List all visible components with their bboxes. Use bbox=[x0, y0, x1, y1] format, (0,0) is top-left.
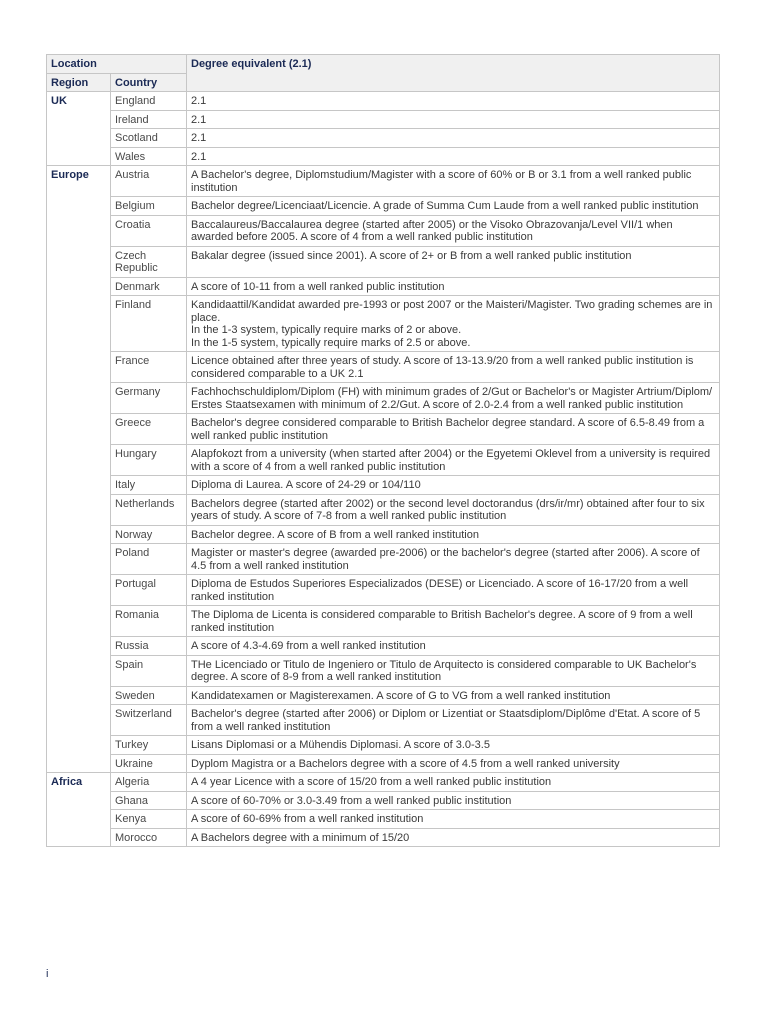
table-row bbox=[47, 705, 720, 736]
table-row bbox=[47, 606, 720, 637]
table-row bbox=[47, 637, 720, 656]
table-row bbox=[47, 791, 720, 810]
degree-equivalent-cell: Bachelor's degree (started after 2006) or Diplom or Lizentiat or Staatsdiplom/Diplôme d'Etat. A score of 5 from a well ranked institution bbox=[187, 705, 720, 736]
country-cell: Ukraine bbox=[111, 754, 187, 773]
degree-equivalent-cell: Bachelor degree/Licenciaat/Licencie. A grade of Summa Cum Laude from a well ranked public institution bbox=[187, 197, 720, 216]
degree-equivalent-cell: Magister or master's degree (awarded pre-2006) or the bachelor's degree (started after 2006). A score of 4.5 from a well ranked institution bbox=[187, 544, 720, 575]
degree-equivalent-cell: Baccalaureus/Baccalaurea degree (started after 2005) or the Visoko Obrazovanja/Level VII/1 when awarded before 2005. A score of 4 from a well ranked public institution bbox=[187, 215, 720, 246]
degree-equivalent-cell: Alapfokozt from a university (when started after 2004) or the Egyetemi Oklevel from a university is required with a score of 4 from a well ranked public institution bbox=[187, 445, 720, 476]
country-cell: Austria bbox=[111, 166, 187, 197]
table-row bbox=[47, 352, 720, 383]
table-row bbox=[47, 92, 720, 111]
table-row bbox=[47, 828, 720, 847]
table-row bbox=[47, 296, 720, 352]
region-cell: Europe bbox=[47, 166, 111, 773]
country-cell: Russia bbox=[111, 637, 187, 656]
table-body bbox=[47, 55, 720, 847]
degree-equivalent-cell: Lisans Diplomasi or a Mühendis Diplomasi. A score of 3.0-3.5 bbox=[187, 736, 720, 755]
location-header: Location bbox=[47, 55, 187, 74]
table-row bbox=[47, 494, 720, 525]
region-cell: UK bbox=[47, 92, 111, 166]
country-cell: Ghana bbox=[111, 791, 187, 810]
table-row bbox=[47, 810, 720, 829]
country-cell: Norway bbox=[111, 525, 187, 544]
degree-equivalent-cell: A score of 4.3-4.69 from a well ranked institution bbox=[187, 637, 720, 656]
table-row bbox=[47, 575, 720, 606]
country-cell: Spain bbox=[111, 655, 187, 686]
table-row bbox=[47, 655, 720, 686]
country-cell: Finland bbox=[111, 296, 187, 352]
degree-equivalent-cell: Kandidaattil/Kandidat awarded pre-1993 or post 2007 or the Maisteri/Magister. Two grading schemes are in place. In the 1-3 system, typically require marks of 2 or above. In the 1-5 system, typically require marks of 2.5 or above. bbox=[187, 296, 720, 352]
region-header: Region bbox=[47, 73, 111, 92]
country-cell: Poland bbox=[111, 544, 187, 575]
country-cell: Croatia bbox=[111, 215, 187, 246]
degree-equivalent-cell: A score of 60-69% from a well ranked institution bbox=[187, 810, 720, 829]
country-cell: Wales bbox=[111, 147, 187, 166]
country-header: Country bbox=[111, 73, 187, 92]
table-row bbox=[47, 277, 720, 296]
country-cell: Greece bbox=[111, 414, 187, 445]
degree-equivalent-cell: Bachelor's degree considered comparable to British Bachelor degree standard. A score of 6.5-8.49 from a well ranked public institution bbox=[187, 414, 720, 445]
degree-equivalent-cell: Diploma di Laurea. A score of 24-29 or 104/110 bbox=[187, 476, 720, 495]
table-row bbox=[47, 383, 720, 414]
degree-equivalent-cell: A Bachelors degree with a minimum of 15/20 bbox=[187, 828, 720, 847]
degree-equivalent-cell: 2.1 bbox=[187, 129, 720, 148]
country-cell: Ireland bbox=[111, 110, 187, 129]
degree-equivalent-cell: A score of 60-70% or 3.0-3.49 from a well ranked public institution bbox=[187, 791, 720, 810]
country-cell: Portugal bbox=[111, 575, 187, 606]
table-row bbox=[47, 686, 720, 705]
degree-equivalence-table bbox=[46, 54, 720, 847]
degree-equivalent-cell: Fachhochschuldiplom/Diplom (FH) with minimum grades of 2/Gut or Bachelor's or Magister Artrium/Diplom/ Erstes Staatsexamen with minimum of 2.2/Gut. A score of 2.0-2.4 from a well ranked public institution bbox=[187, 383, 720, 414]
country-cell: Algeria bbox=[111, 773, 187, 792]
table-row bbox=[47, 414, 720, 445]
country-cell: Kenya bbox=[111, 810, 187, 829]
degree-equivalent-cell: A Bachelor's degree, Diplomstudium/Magister with a score of 60% or B or 3.1 from a well ranked public institution bbox=[187, 166, 720, 197]
degree-equivalent-cell: Bachelors degree (started after 2002) or the second level doctorandus (drs/ir/mr) obtained after four to six years of study. A score of 7-8 from a well ranked public institution bbox=[187, 494, 720, 525]
degree-equivalent-cell: A score of 10-11 from a well ranked public institution bbox=[187, 277, 720, 296]
degree-equivalent-header: Degree equivalent (2.1) bbox=[187, 55, 720, 92]
table-row bbox=[47, 736, 720, 755]
table-row bbox=[47, 773, 720, 792]
country-cell: Czech Republic bbox=[111, 246, 187, 277]
table-row bbox=[47, 544, 720, 575]
country-cell: England bbox=[111, 92, 187, 111]
degree-equivalent-cell: 2.1 bbox=[187, 110, 720, 129]
table-row bbox=[47, 476, 720, 495]
degree-equivalent-cell: The Diploma de Licenta is considered comparable to British Bachelor's degree. A score of 9 from a well ranked institution bbox=[187, 606, 720, 637]
country-cell: Denmark bbox=[111, 277, 187, 296]
table-row bbox=[47, 147, 720, 166]
table-row bbox=[47, 197, 720, 216]
header-row-location bbox=[47, 55, 720, 74]
country-cell: Sweden bbox=[111, 686, 187, 705]
degree-equivalent-cell: 2.1 bbox=[187, 92, 720, 111]
degree-equivalent-cell: 2.1 bbox=[187, 147, 720, 166]
degree-equivalent-cell: Bachelor degree. A score of B from a well ranked institution bbox=[187, 525, 720, 544]
degree-equivalent-cell: THe Licenciado or Titulo de Ingeniero or Titulo de Arquitecto is considered comparable to UK Bachelor's degree. A score of 8-9 from a well ranked institution bbox=[187, 655, 720, 686]
degree-equivalent-cell: A 4 year Licence with a score of 15/20 from a well ranked public institution bbox=[187, 773, 720, 792]
table-row bbox=[47, 754, 720, 773]
table-row bbox=[47, 215, 720, 246]
table-row bbox=[47, 525, 720, 544]
degree-equivalent-cell: Licence obtained after three years of study. A score of 13-13.9/20 from a well ranked public institution is considered comparable to a UK 2.1 bbox=[187, 352, 720, 383]
region-cell: Africa bbox=[47, 773, 111, 847]
country-cell: Hungary bbox=[111, 445, 187, 476]
degree-equivalent-cell: Dyplom Magistra or a Bachelors degree with a score of 4.5 from a well ranked university bbox=[187, 754, 720, 773]
country-cell: Netherlands bbox=[111, 494, 187, 525]
country-cell: Switzerland bbox=[111, 705, 187, 736]
country-cell: Scotland bbox=[111, 129, 187, 148]
country-cell: Romania bbox=[111, 606, 187, 637]
table-row bbox=[47, 246, 720, 277]
country-cell: France bbox=[111, 352, 187, 383]
degree-equivalent-cell: Bakalar degree (issued since 2001). A score of 2+ or B from a well ranked public institution bbox=[187, 246, 720, 277]
country-cell: Germany bbox=[111, 383, 187, 414]
degree-equivalent-cell: Kandidatexamen or Magisterexamen. A score of G to VG from a well ranked institution bbox=[187, 686, 720, 705]
country-cell: Morocco bbox=[111, 828, 187, 847]
table-row bbox=[47, 110, 720, 129]
degree-equivalent-cell: Diploma de Estudos Superiores Especializados (DESE) or Licenciado. A score of 16-17/20 from a well ranked institution bbox=[187, 575, 720, 606]
footnote-marker: i bbox=[46, 968, 49, 980]
country-cell: Belgium bbox=[111, 197, 187, 216]
table-row bbox=[47, 445, 720, 476]
country-cell: Turkey bbox=[111, 736, 187, 755]
country-cell: Italy bbox=[111, 476, 187, 495]
table-row bbox=[47, 166, 720, 197]
table-row bbox=[47, 129, 720, 148]
